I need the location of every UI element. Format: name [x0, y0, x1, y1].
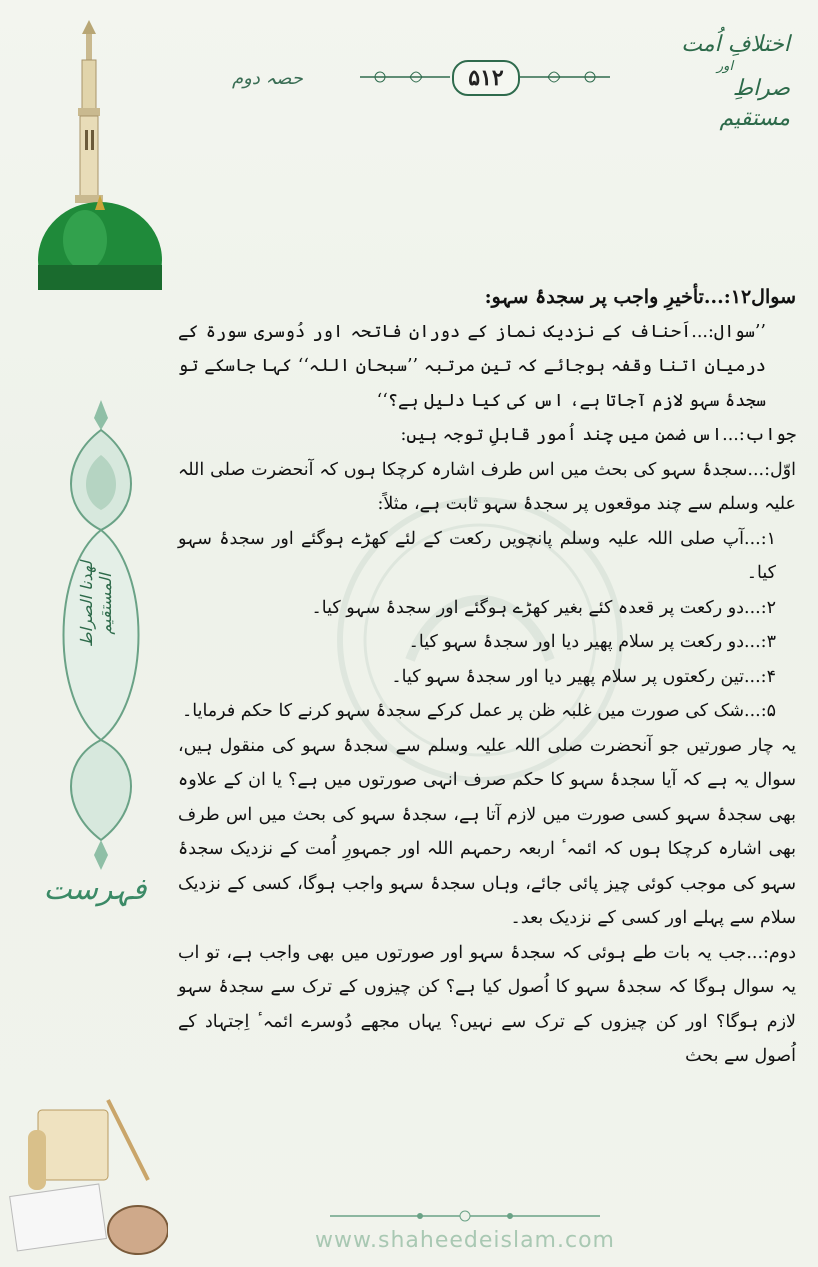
list-item: ۲:...دو رکعت پر قعدہ کئے بغیر کھڑے ہوگئے اور سجدۂ سہو کیا۔ — [311, 597, 776, 618]
book-title-line2: اور — [716, 59, 734, 74]
book-title — [660, 30, 790, 134]
answer-intro: جواب:...اس ضمن میں چند اُمور قابلِ توجہ ہیں: — [400, 425, 796, 445]
list-item: ۱:...آپ صلی اللہ علیہ وسلم پانچویں رکعت کے لئے کھڑے ہوگئے اور سجدۂ سہو کیا۔ — [178, 528, 776, 583]
scrolls-quill-illustration — [8, 1090, 168, 1260]
list-item: ۳:...دو رکعت پر سلام پھیر دیا اور سجدۂ سہو کیا۔ — [408, 632, 776, 652]
paragraph: یہ چار صورتیں جو آنحضرت صلی اللہ علیہ وسلم سے سجدۂ سہو کی منقول ہیں، سوال یہ ہے کہ آیا سجدۂ سہو کا حکم صرف انہی صورتوں میں ہے؟ یا ان کے علاوہ بھی سجدۂ سہو کسی صورت میں لازم آتا ہے، سجدۂ سہو کی بحث میں اس طرف بھی اشارہ کرچکا ہوں کہ ائمہٴ اربعہ رحمہم اللہ اور جمہورِ اُمت کے نزدیک سجدۂ سہو کی موجب کوئی چیز پائی جائے، وہاں سجدۂ سہو واجب ہوگا، کسی کے نزدیک سلام سے پہلے اور کسی کے نزدیک بعد۔ — [178, 735, 796, 928]
side-panel-text: لهدنا الصراط المستقیم — [77, 560, 115, 648]
question-heading: سوال۱۲:...تأخیرِ واجب پر سجدۂ سہو: — [484, 286, 796, 308]
list-item: ۵:...شک کی صورت میں غلبہ ظن پر عمل کرکے سجدۂ سہو کرنے کا حکم فرمایا۔ — [182, 701, 776, 721]
book-title-line1: اختلافِ اُمت — [681, 32, 790, 57]
main-content — [178, 280, 796, 1074]
part-label: حصہ دوم — [232, 68, 303, 89]
website-link[interactable]: www.shaheedeislam.com — [315, 1228, 615, 1253]
page-number: ۵۱۲ — [452, 60, 520, 96]
list-item: ۴:...تین رکعتوں پر سلام پھیر دیا اور سجدۂ سہو کیا۔ — [391, 666, 776, 687]
question-text: ’’سوال:...اَحناف کے نزدیک نماز کے دوران فاتحہ اور دُوسری سورة کے درمیان اتنا وقفہ ہوجائے کہ تین مرتبہ ’’سبحان اللہ‘‘ کہا جاسکے تو سجدۂ سہو لازم آجاتا ہے، اس کی کیا دلیل ہے؟‘‘ — [178, 321, 766, 411]
paragraph: دوم:...جب یہ بات طے ہوئی کہ سجدۂ سہو اور صورتوں میں بھی واجب ہے، تو اب یہ سوال ہوگا کہ سجدۂ سہو کا اُصول کیا ہے؟ کن چیزوں کے ترک سے سجدۂ سہو لازم ہوگا؟ اور کن چیزوں کے ترک سے نہیں؟ یہاں مجھے دُوسرے ائمہٴ اِجتہاد کے اُصول سے بحث — [178, 942, 796, 1066]
dome-minaret-image — [30, 20, 170, 290]
first-point: اوّل:...سجدۂ سہو کی بحث میں اس طرف اشارہ کرچکا ہوں کہ آنحضرت صلی اللہ علیہ وسلم سے چند موقعوں پر سجدۂ سہو ثابت ہے، مثلاً: — [178, 459, 796, 514]
contents-link[interactable]: فہرست — [43, 872, 147, 907]
book-title-line3: صراطِ مستقیم — [719, 76, 790, 131]
footer-ornament — [330, 1206, 600, 1226]
